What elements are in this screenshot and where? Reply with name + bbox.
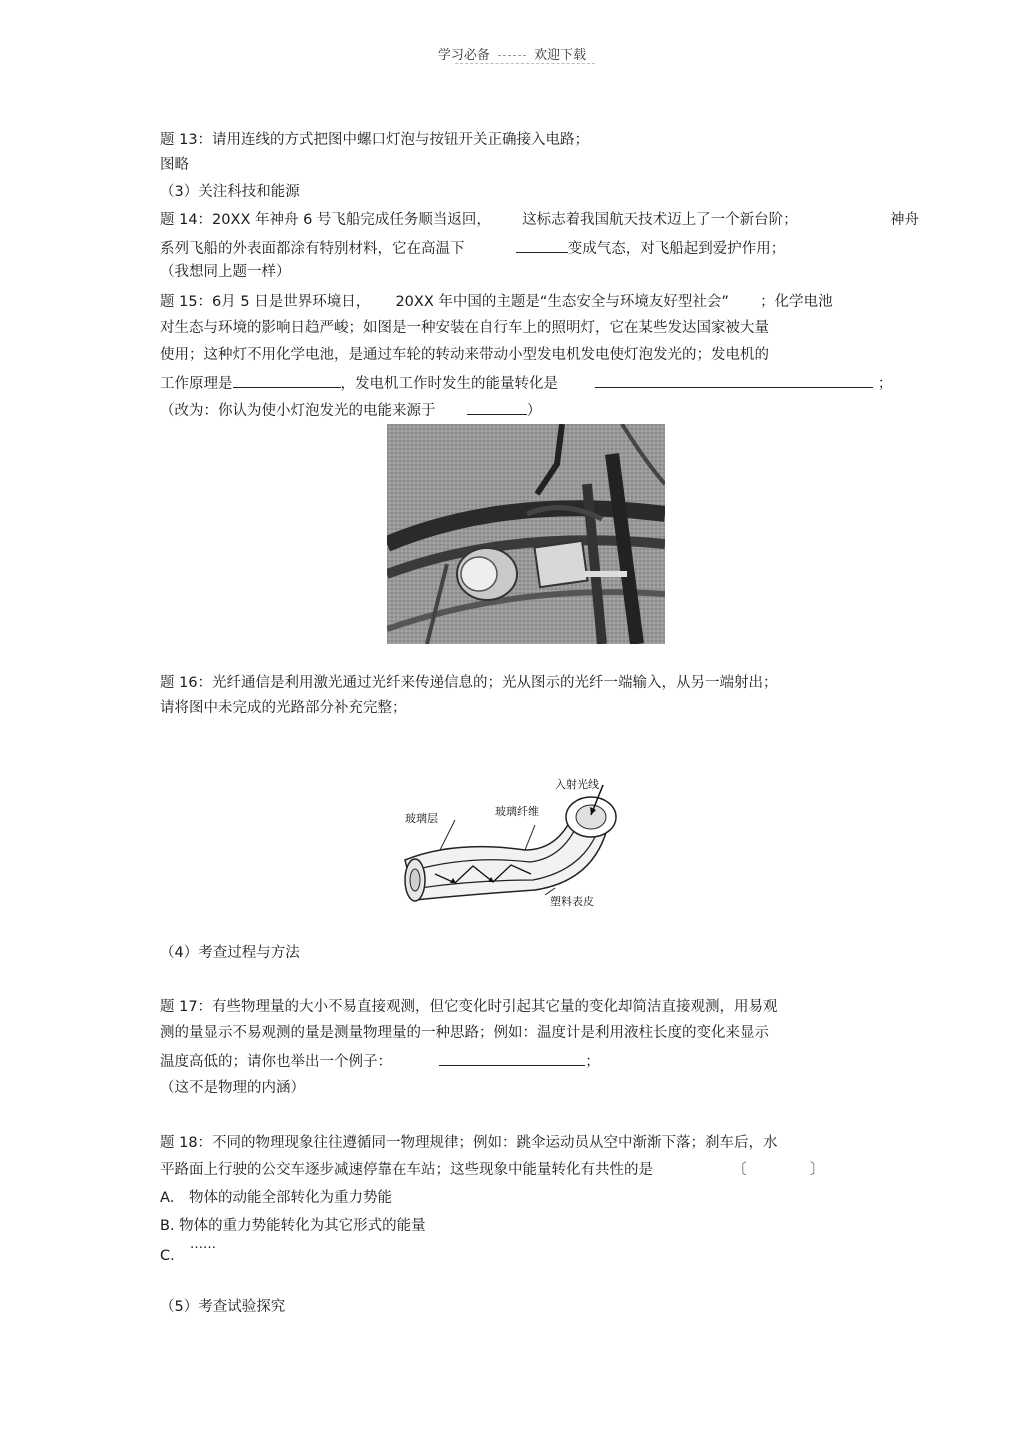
header-gap — [498, 55, 526, 56]
q17-line3 — [160, 1050, 600, 1072]
q17-line2: 测的量显示不易观测的量是测量物理量的一种思路；例如：温度计是利用液柱长度的变化来显示 — [160, 1025, 769, 1041]
label-incident-ray: 入射光线 — [555, 778, 599, 791]
q17-line3b: ； — [585, 1054, 600, 1070]
q17-line3a: 温度高低的；请你也举出一个例子： — [160, 1054, 392, 1070]
q18-option-a: A． 物体的动能全部转化为重力势能 — [160, 1190, 393, 1206]
header-rule — [455, 63, 595, 64]
bicycle-lamp-photo — [387, 424, 665, 644]
q15-line4b: ，发电机工作时发生的能量转化是 — [340, 376, 558, 392]
header-right: 欢迎下载 — [534, 48, 587, 63]
q18-option-c: C. — [160, 1248, 175, 1264]
q14-line1a: 题 14：20XX 年神舟 6 号飞船完成任务顺当返回， — [160, 212, 491, 228]
q15-note-b: ） — [526, 403, 542, 419]
q15-blank-energy[interactable] — [595, 372, 873, 388]
q18-bracket-close: 〕 — [809, 1162, 825, 1178]
q14-line1 — [160, 210, 798, 230]
label-glass-fiber: 玻璃纤维 — [495, 805, 539, 818]
q14-line1c: 神舟 — [890, 212, 919, 228]
q18-option-b: B. 物体的重力势能转化为其它形式的能量 — [160, 1218, 426, 1234]
q15-note-a: （改为：你认为使小灯泡发光的电能来源于 — [160, 403, 436, 419]
q15-line1 — [160, 292, 833, 312]
q15-line4 — [160, 372, 892, 394]
q15-line4a: 工作原理是 — [160, 376, 233, 392]
q15-note-blank[interactable] — [467, 399, 527, 415]
label-plastic-skin: 塑料表皮 — [550, 895, 594, 908]
q13-text: 题 13：请用连线的方式把图中螺口灯泡与按钮开关正确接入电路； — [160, 132, 590, 148]
q15-line1a: 题 15：6月 5 日是世界环境日， — [160, 294, 371, 310]
q14-line1b: 这标志着我国航天技术迈上了一个新台阶； — [522, 212, 798, 228]
q15-line2: 对生态与环境的影响日趋严峻；如图是一种安装在自行车上的照明灯，它在某些发达国家被大量 — [160, 320, 769, 336]
q14-note: （我想同上题一样） — [160, 264, 291, 280]
section-4-heading: （4）考查过程与方法 — [160, 945, 300, 961]
section-3-heading: （3）关注科技和能源 — [160, 184, 300, 200]
q15-line4c: ； — [877, 376, 893, 392]
q15-line1b: 20XX 年中国的主题是“生态安全与环境友好型社会” — [395, 294, 729, 310]
q17-line1: 题 17：有些物理量的大小不易直接观测，但它变化时引起其它量的变化却简洁直接观测，用易观 — [160, 999, 778, 1015]
q15-blank-principle[interactable] — [233, 372, 341, 388]
q14-line2 — [160, 237, 785, 259]
q15-line3: 使用；这种灯不用化学电池，是通过车轮的转动来带动小型发电机发电使灯泡发光的；发电机的 — [160, 347, 769, 363]
q18-line2 — [160, 1160, 824, 1180]
header-left: 学习必备 — [437, 48, 490, 63]
label-glass-layer: 玻璃层 — [405, 812, 438, 825]
optical-fiber-figure — [395, 770, 645, 915]
q18-bracket-open: 〔 — [732, 1162, 747, 1178]
page-header — [0, 44, 1024, 63]
q16-line1: 题 16：光纤通信是利用激光通过光纤来传递信息的；光从图示的光纤一端输入，从另一端射出； — [160, 675, 778, 691]
section-5-heading: （5）考查试验探究 — [160, 1299, 286, 1315]
q17-blank[interactable] — [439, 1050, 585, 1066]
q14-line2a: 系列飞船的外表面都涂有特别材料，它在高温下 — [160, 241, 465, 257]
q14-blank[interactable] — [516, 237, 568, 253]
q13-note: 图略 — [160, 157, 189, 173]
q15-line1c: ；化学电池 — [760, 294, 833, 310]
q18-line1: 题 18：不同的物理现象往往遵循同一物理规律；例如：跳伞运动员从空中渐渐下落；刹车后，水 — [160, 1135, 778, 1151]
q18-option-c-dots: …… — [190, 1237, 216, 1252]
q14-line2b: 变成气态，对飞船起到爱护作用； — [567, 241, 786, 257]
q16-line2: 请将图中未完成的光路部分补充完整； — [160, 700, 407, 716]
q18-line2a: 平路面上行驶的公交车逐步减速停靠在车站；这些现象中能量转化有共性的是 — [160, 1162, 653, 1178]
q15-note — [160, 399, 541, 421]
q17-note: （这不是物理的内涵） — [160, 1080, 305, 1096]
